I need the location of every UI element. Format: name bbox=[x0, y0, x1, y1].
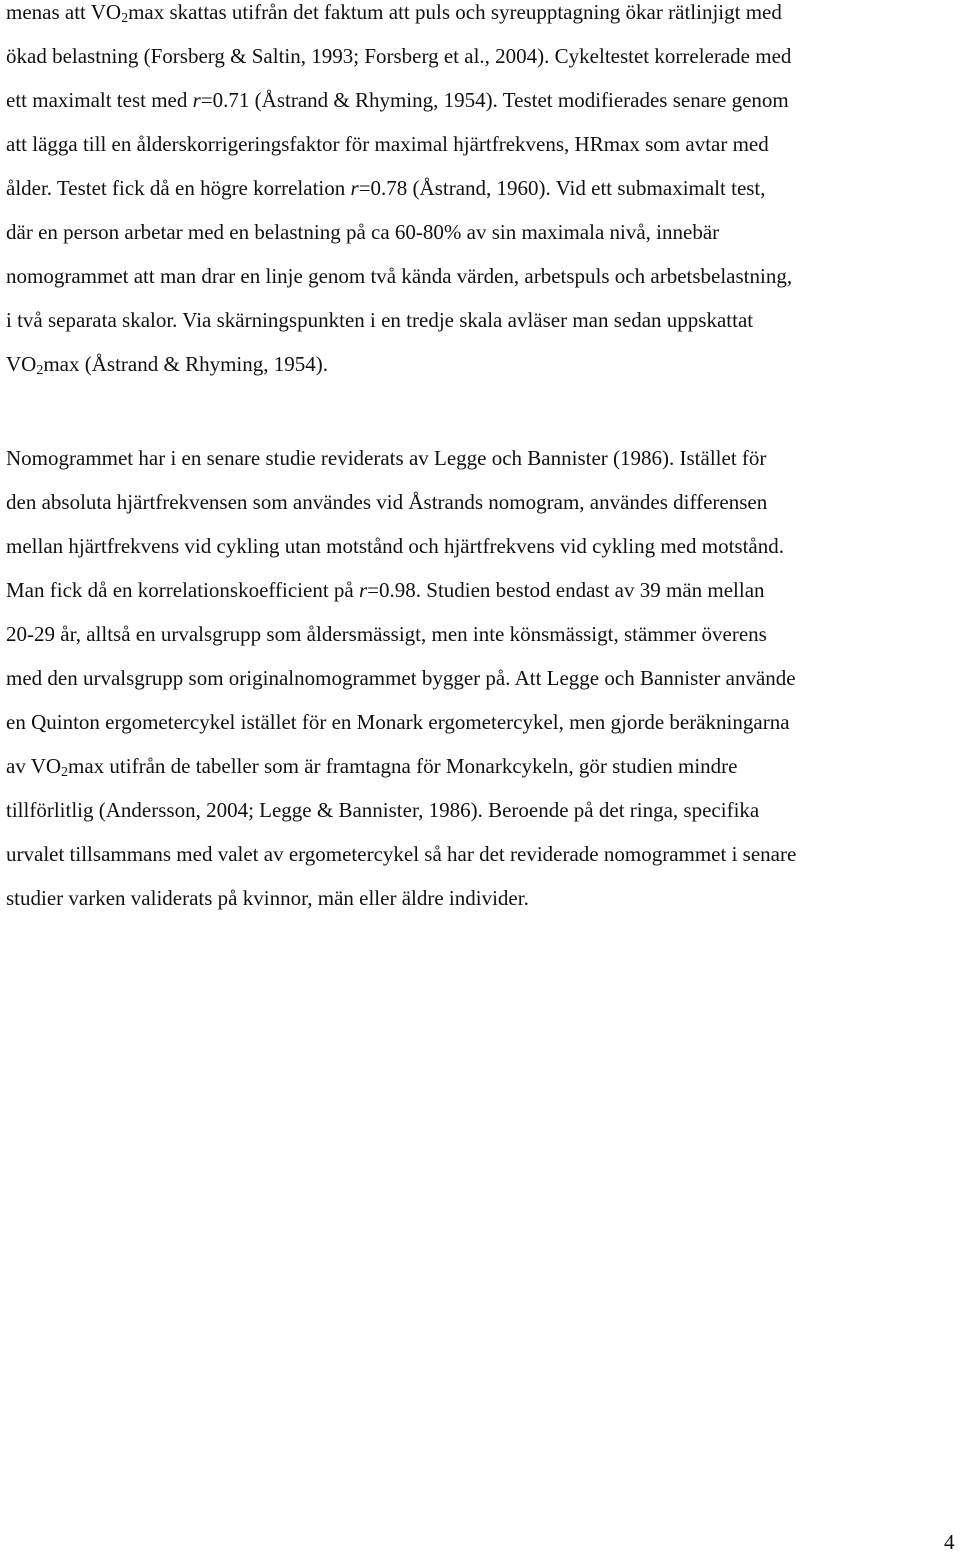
text-line: ökad belastning (Forsberg & Saltin, 1993; Forsberg et al., 2004). Cykeltestet korrelerade med bbox=[6, 44, 792, 68]
text-line: den absoluta hjärtfrekvensen som användes vid Åstrands nomogram, användes differensen bbox=[6, 490, 768, 514]
text-line: ett maximalt test med r=0.71 (Åstrand & Rhyming, 1954). Testet modifierades senare genom bbox=[6, 88, 789, 112]
text-line: nomogrammet att man drar en linje genom två kända värden, arbetspuls och arbetsbelastning, bbox=[6, 264, 793, 288]
subscript: 2 bbox=[121, 11, 129, 26]
text-line: Man fick då en korrelationskoefficient på r=0.98. Studien bestod endast av 39 män mellan bbox=[6, 578, 765, 602]
text-line: av $VO_2\max$ utifrån de tabeller som är framtagna för Monarkcykeln, gör studien mindre bbox=[6, 754, 738, 780]
paragraph-2 bbox=[6, 446, 960, 930]
text-line: att lägga till en ålderskorrigeringsfaktor för maximal hjärtfrekvens, HRmax som avtar med bbox=[6, 132, 769, 156]
text-line: mellan hjärtfrekvens vid cykling utan motstånd och hjärtfrekvens vid cykling med motstånd. bbox=[6, 534, 784, 558]
text-line: där en person arbetar med en belastning på ca 60-80% av sin maximala nivå, innebär bbox=[6, 220, 720, 244]
text-line: tillförlitlig (Andersson, 2004; Legge & Bannister, 1986). Beroende på det ringa, specifika bbox=[6, 798, 760, 822]
text-line: menas att $VO_2\max$ skattas utifrån det faktum att puls och syreupptagning ökar rätlinjigt med bbox=[6, 0, 782, 26]
subscript: 2 bbox=[36, 363, 44, 378]
text-line: studier varken validerats på kvinnor, män eller äldre individer. bbox=[6, 886, 529, 910]
subscript: 2 bbox=[61, 765, 69, 780]
text-line: $VO_2\max$ (Åstrand & Rhyming, 1954). bbox=[6, 352, 328, 378]
italic-variable: r bbox=[350, 176, 359, 200]
text-line: 20-29 år, alltså en urvalsgrupp som åldersmässigt, men inte könsmässigt, stämmer överens bbox=[6, 622, 767, 646]
italic-variable: r bbox=[192, 88, 201, 112]
text-line: en Quinton ergometercykel istället för en Monark ergometercykel, men gjorde beräkningarna bbox=[6, 710, 790, 734]
text-line: i två separata skalor. Via skärningspunkten i en tredje skala avläser man sedan uppskattat bbox=[6, 308, 754, 332]
text-line: Nomogrammet har i en senare studie reviderats av Legge och Bannister (1986). Istället för bbox=[6, 446, 767, 470]
paragraph-1 bbox=[6, 0, 960, 396]
text-line: ålder. Testet fick då en högre korrelation r=0.78 (Åstrand, 1960). Vid ett submaximalt test, bbox=[6, 176, 766, 200]
text-line: med den urvalsgrupp som originalnomogrammet bygger på. Att Legge och Bannister använde bbox=[6, 666, 796, 690]
page-number: 4 bbox=[944, 1530, 955, 1554]
italic-variable: r bbox=[358, 578, 368, 602]
text-line: urvalet tillsammans med valet av ergometercykel så har det reviderade nomogrammet i senare bbox=[6, 842, 797, 866]
